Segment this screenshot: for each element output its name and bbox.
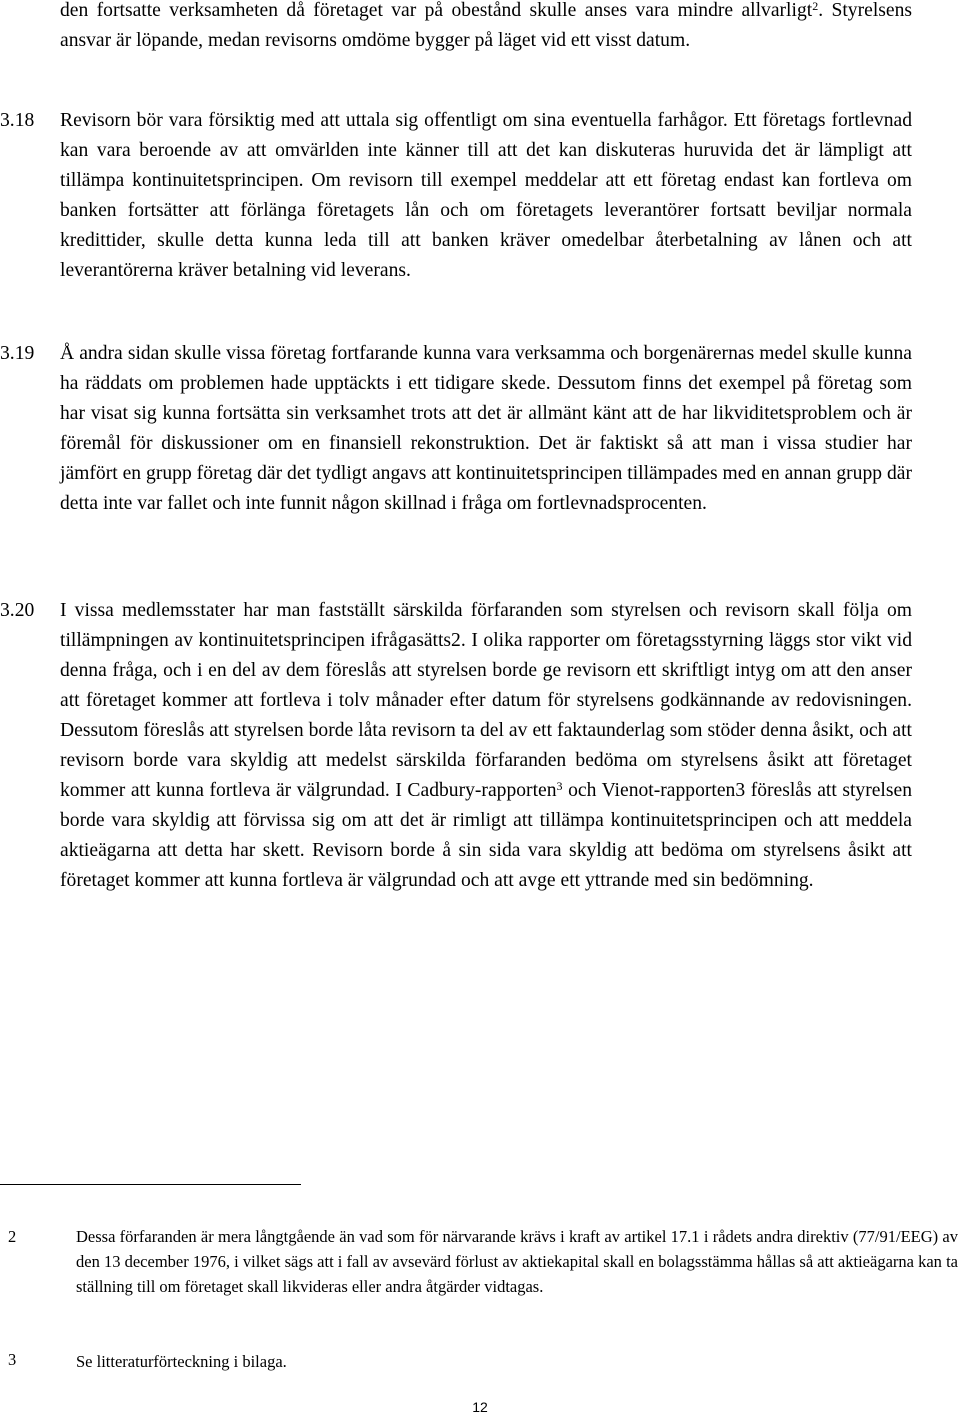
footnote-text: Se litteraturförteckning i bilaga. [76, 1352, 287, 1371]
page-number: 12 [472, 1399, 488, 1415]
intro-paragraph [60, 0, 912, 56]
paragraph-number: 3.20 [0, 600, 35, 621]
paragraph-text: Å andra sidan skulle vissa företag fortfarande kunna vara verksamma och borgenärernas medel skulle kunna ha räddats om problemen hade upptäckts i ett tidigare skede. Dessutom finns det exempel på företag som har visat sig kunna fortsätta sin verksamhet trots att det är allmänt känt att de har likviditetsproblem och är föremål för diskussioner om en finansiell rekonstruktion. Det är faktiskt så att man i vissa studier har jämfört en grupp företag där det tydligt angavs att kontinuitetsprincipen tillämpades med en annan grupp där detta inte var fallet och inte funnit någon skillnad i fråga om fortlevnadsprocenten. [60, 343, 912, 514]
footnote-number: 3 [8, 1350, 17, 1369]
footnote-ref-3: 3 [556, 779, 563, 793]
footnote-ref-2: 2 [812, 0, 819, 13]
paragraph-number: 3.18 [0, 110, 35, 131]
footnote-separator [0, 1184, 301, 1185]
footnote-number: 2 [8, 1227, 17, 1246]
paragraph-text [60, 596, 912, 896]
footnote-text: Dessa förfaranden är mera långtgående än vad som för närvarande krävs i kraft av artikel 17.1 i rådets andra direktiv (77/91/EEG) av den 13 december 1976, i vilket sägs att i fall av avsevärd förlust av aktiekapital skall en bolagsstämma hållas så att aktieägarna kan ta ställning till om företaget skall likvideras eller andra åtgärder vidtagas. [76, 1227, 958, 1296]
intro-text-a: den fortsatte verksamheten då företaget var på obestånd skulle anses vara mindre allvarligt [60, 0, 813, 21]
paragraph-text-b: och Vienot-rapporten3 föreslås att styrelsen borde vara skyldig att förvissa sig om att det är rimligt att tillämpa kontinuitetsprincipen och att meddela aktieägarna att detta har skett. Revisorn borde å sin sida vara skyldig att bedöma om styrelsens åsikt att företaget kommer att kunna fortleva är välgrundad och att avge ett yttrande med sin bedömning. [60, 780, 912, 891]
paragraph-number: 3.19 [0, 343, 35, 364]
intro-text-b: . Styrelsens ansvar är löpande, medan revisorns omdöme bygger på läget vid ett visst datum. [60, 0, 913, 51]
paragraph-text-a: I vissa medlemsstater har man fastställt särskilda förfaranden som styrelsen och revisorn skall följa om tillämpningen av kontinuitetsprincipen ifrågasätts2. I olika rapporter om företagsstyrning läggs stor vikt vid denna fråga, och i en del av dem föreslås att styrelsen borde ge revisorn ett skriftligt intyg om att den anser att företaget kommer att fortleva i tolv månader efter datum för styrelsens godkännande av redovisningen. Dessutom föreslås att styrelsen borde låta revisorn ta del av ett faktaunderlag som stöder denna åsikt, och att revisorn borde vara skyldig att medelst särskilda förfaranden bedöma om styrelsens åsikt att företaget kommer att kunna fortleva är välgrundad. I Cadbury-rapporten [60, 600, 912, 801]
paragraph-text: Revisorn bör vara försiktig med att uttala sig offentligt om sina eventuella farhågor. Ett företags fortlevnad kan vara beroende av att omvärlden inte känner till att det kan diskuteras huruvida det är lämpligt att tillämpa kontinuitetsprincipen. Om revisorn till exempel meddelar att ett företag endast kan fortleva om banken fortsätter att förlänga företagets lån och om företagets leverantörer fortsatt beviljar normala kredittider, skulle detta kunna leda till att banken kräver omedelbar återbetalning av lånen och att leverantörerna kräver betalning vid leverans. [60, 110, 912, 281]
